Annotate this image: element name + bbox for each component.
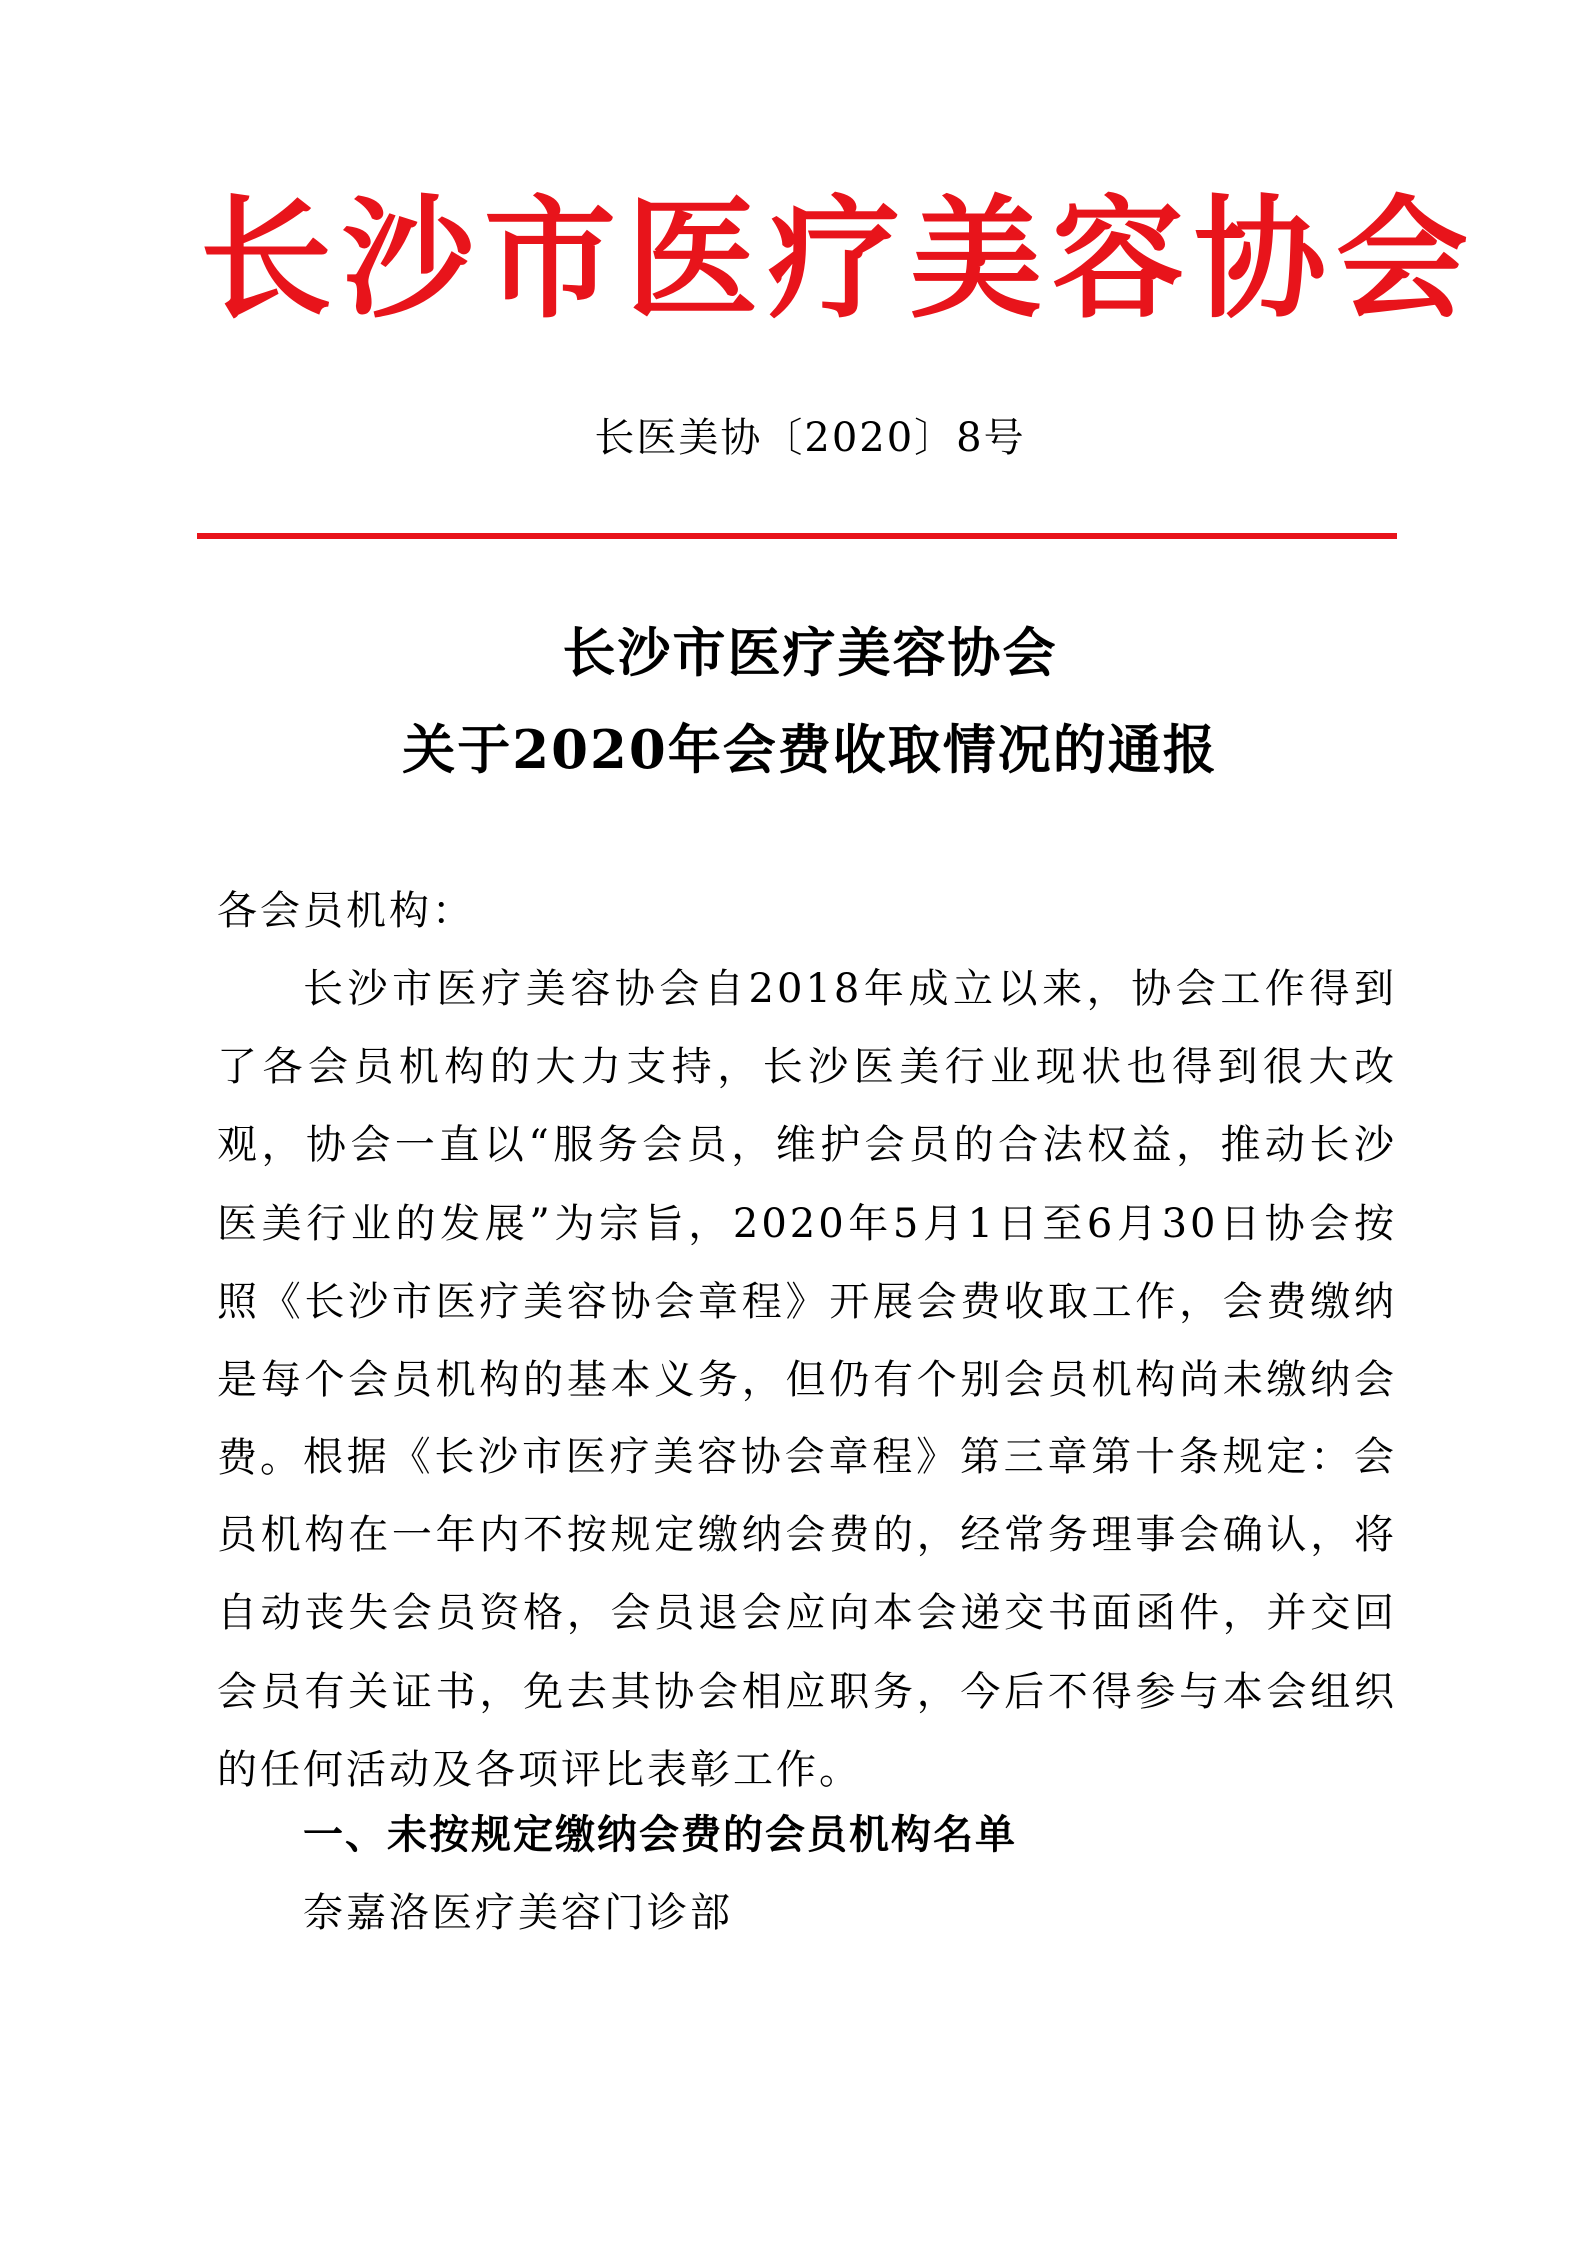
header-divider-rule (197, 533, 1397, 539)
document-title-line-2: 关于2020年会费收取情况的通报 (402, 719, 1218, 781)
section-heading: 一、未按规定缴纳会费的会员机构名单 (303, 1812, 1017, 1858)
body-paragraph-1: 长沙市医疗美容协会自2018年成立以来，协会工作得到了各会员机构的大力支持，长沙医美行业现状也得到很大改观，协会一直以“服务会员，维护会员的合法权益，推动长沙医美行业的发展”为宗旨，2020年5月1日至6月30日协会按照《长沙市医疗美容协会章程》开展会费收取工作，会费缴纳是每个会员机构的基本义务，但仍有个别会员机构尚未缴纳会费。 (217, 966, 1397, 1482)
organization-header: 长沙市医疗美容协会 (200, 182, 1478, 337)
unpaid-member-item: 奈嘉洛医疗美容门诊部 (303, 1890, 733, 1936)
body-paragraph-2: 根据《长沙市医疗美容协会章程》第三章第十条规定：会员机构在一年内不按规定缴纳会费的，经常务理事会确认，将自动丧失会员资格，会员退会应向本会递交书面函件，并交回会员有关证书，免去其协会相应职务，今后不得参与本会组织的任何活动及各项评比表彰工作。 (217, 1434, 1397, 1793)
document-title-line-1: 长沙市医疗美容协会 (562, 622, 1058, 684)
salutation: 各会员机构： (217, 888, 475, 934)
document-number: 长医美协〔2020〕8号 (594, 415, 1026, 461)
